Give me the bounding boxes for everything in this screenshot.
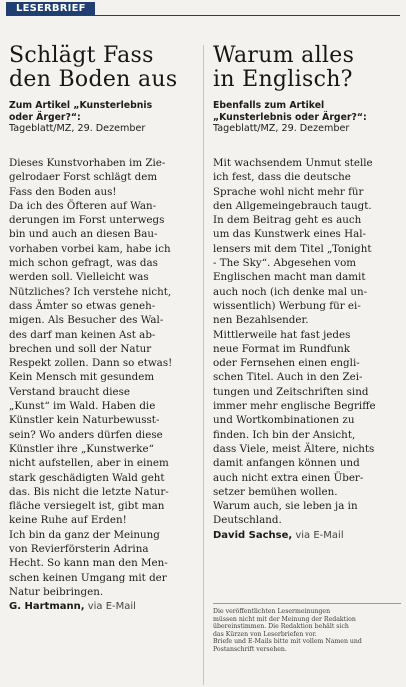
letter-right — [213, 44, 401, 543]
disclaimer-line: das Kürzen von Leserbriefen vor. — [213, 630, 317, 638]
headline-left-line1: Schlägt Fass — [9, 43, 154, 68]
article-reference-right-line1: Ebenfalls zum Artikel — [213, 100, 325, 111]
article-reference-right — [213, 100, 401, 123]
letter-line-left: Fass den Boden aus! — [9, 185, 117, 198]
letter-line-right: schen Titel. Auch in den Zei- — [213, 371, 363, 384]
letter-line-left: derungen im Forst unterwegs — [9, 214, 165, 227]
letter-line-left: bin und auch an diesen Bau- — [9, 228, 158, 241]
letter-line-left: vorhaben vorbei kam, habe ich — [9, 242, 171, 255]
letter-line-right: tungen und Zeitschriften sind — [213, 385, 369, 398]
letter-line-left: Da ich des Öfteren auf Wan- — [9, 199, 157, 212]
letter-line-right: Mittlerweile hat fast jedes — [213, 328, 351, 341]
disclaimer-line: müssen nicht mit der Meinung der Redaktion — [213, 615, 356, 623]
letter-line-right: immer mehr englische Begriffe — [213, 400, 376, 413]
letter-line-right: setzer bemühen wollen. — [213, 485, 338, 498]
source-right: Tageblatt/MZ, 29. Dezember — [213, 123, 350, 134]
letter-line-right: oder Fernsehen einen engli- — [213, 357, 360, 370]
letter-body-left — [9, 156, 197, 614]
letter-line-right: finden. Ich bin der Ansicht, — [213, 428, 356, 441]
letter-line-left: von Revierförsterin Adrina — [9, 543, 149, 556]
article-reference-left-line2: oder Ärger?“: — [9, 111, 81, 123]
letter-line-left: „Kunst“ im Wald. Haben die — [9, 400, 156, 413]
letter-text-left — [9, 156, 197, 599]
letter-line-left: migen. Als Besucher des Wal- — [9, 314, 164, 327]
disclaimer-line: Postanschrift versehen. — [213, 645, 287, 653]
letter-line-left: nicht aufstellen, aber in einem — [9, 457, 169, 470]
letter-text-right — [213, 156, 401, 528]
letter-line-left: des darf man keinen Ast ab- — [9, 328, 156, 341]
section-header — [0, 0, 406, 17]
signature-right — [213, 528, 401, 543]
letter-line-left: sein? Wo anders dürfen diese — [9, 428, 163, 441]
letter-line-left: brechen und soll der Natur — [9, 342, 152, 355]
letter-line-left: keine Ruhe auf Erden! — [9, 514, 127, 527]
letter-line-left: das. Bis nicht die letzte Natur- — [9, 485, 169, 498]
letter-line-right: dass Viele, meist Ältere, nichts — [213, 442, 375, 455]
letter-line-left: Dieses Kunstvorhaben im Zie- — [9, 157, 166, 169]
disclaimer-line: Briefe und E-Mails bitte mit vollem Namen und — [213, 638, 362, 646]
disclaimer-line: übereinstimmen. Die Redaktion behält sich — [213, 623, 349, 631]
source-left: Tageblatt/MZ, 29. Dezember — [9, 123, 146, 134]
column-divider — [203, 45, 204, 685]
via-left: via E-Mail — [84, 601, 136, 613]
letter-line-left: dass Ämter so etwas geneh- — [9, 299, 156, 312]
headline-right — [213, 44, 401, 92]
letter-line-right: nen Bezahlsender. — [213, 314, 309, 327]
letter-line-left: Nützliches? Ich verstehe nicht, — [9, 285, 172, 298]
letter-line-left: stark geschädigten Wald geht — [9, 471, 165, 484]
letter-line-right: auch nicht extra einen Über- — [213, 471, 364, 484]
letter-line-left: mich schon gefragt, was das — [9, 257, 158, 270]
letter-line-left: Natur beibringen. — [9, 585, 104, 598]
via-right: via E-Mail — [292, 529, 344, 541]
headline-left — [9, 44, 197, 92]
letter-line-left: schen keinen Umgang mit der — [9, 571, 167, 584]
letter-line-right: und Wortkombinationen zu — [213, 414, 355, 427]
letter-line-right: wissentlich) Werbung für ei- — [213, 299, 361, 312]
headline-left-line2: den Boden aus — [9, 67, 178, 92]
letter-line-left: Kein Mensch mit gesundem — [9, 371, 155, 384]
article-reference-right-line2: „Kunsterlebnis oder Ärger?“: — [213, 111, 367, 123]
disclaimer-line: Die veröffentlichten Lesermeinungen — [213, 608, 331, 615]
letter-line-left: Hecht. So kann man den Men- — [9, 557, 168, 570]
editorial-disclaimer — [213, 603, 401, 654]
letter-line-right: lensers mit dem Titel „Tonight — [213, 242, 372, 255]
section-tag: LESERBRIEF — [6, 2, 95, 15]
letter-left — [9, 44, 197, 614]
letter-line-left: Künstler kein Naturbewusst- — [9, 414, 160, 427]
letter-line-right: damit anfangen können und — [213, 457, 360, 470]
letter-line-left: gelrodaer Forst schlägt dem — [9, 171, 158, 184]
author-right: David Sachse, — [213, 529, 293, 541]
section-rule — [6, 15, 400, 16]
letter-line-right: - The Sky“. Abgesehen vom — [213, 257, 357, 270]
letter-line-left: Respekt zollen. Dann so etwas! — [9, 357, 173, 370]
letter-line-left: fläche versiegelt ist, gibt man — [9, 500, 165, 513]
letter-line-right: In dem Beitrag geht es auch — [213, 214, 362, 227]
letter-line-left: Verstand braucht diese — [9, 385, 131, 398]
letter-line-left: Ich bin da ganz der Meinung — [9, 528, 160, 541]
article-reference-left — [9, 100, 197, 123]
letter-line-right: ich fest, dass die deutsche — [213, 171, 351, 184]
letter-line-right: Mit wachsendem Unmut stelle — [213, 157, 373, 169]
letter-line-left: werden soll. Vielleicht was — [9, 271, 149, 284]
headline-right-line1: Warum alles — [213, 43, 355, 68]
article-reference-left-line1: Zum Artikel „Kunsterlebnis — [9, 100, 153, 111]
letter-body-right — [213, 156, 401, 543]
letter-line-right: Englischen macht man damit — [213, 271, 366, 284]
letter-line-right: auch noch (ich denke mal un- — [213, 285, 368, 298]
letter-line-left: Künstler ihre „Kunstwerke“ — [9, 442, 154, 455]
letter-line-right: den Allgemeingebrauch taugt. — [213, 199, 372, 212]
headline-right-line2: in Englisch? — [213, 67, 353, 92]
author-left: G. Hartmann, — [9, 601, 85, 613]
letter-line-right: Warum auch, sie leben ja in — [213, 500, 358, 513]
signature-left — [9, 599, 197, 614]
letter-line-right: Sprache wohl nicht mehr für — [213, 185, 364, 198]
letter-line-right: neue Format im Rundfunk — [213, 342, 350, 355]
letter-line-right: Deutschland. — [213, 514, 282, 527]
letter-line-right: um das Kunstwerk eines Hal- — [213, 228, 367, 241]
